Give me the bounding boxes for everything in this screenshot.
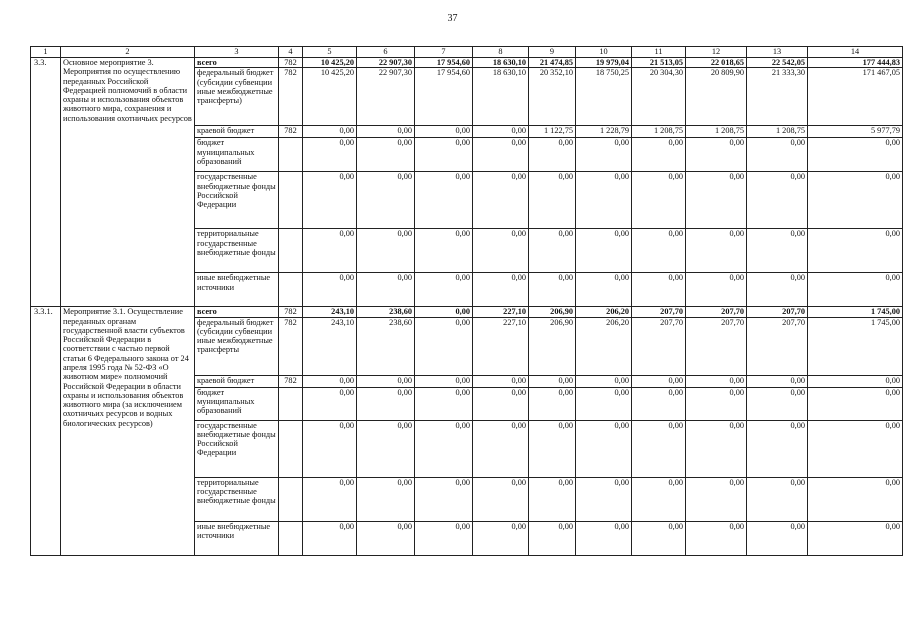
value-cell: 0,00 — [303, 138, 357, 172]
value-cell: 21 513,05 — [632, 58, 686, 68]
value-cell: 0,00 — [415, 521, 473, 555]
value-cell: 0,00 — [747, 229, 808, 273]
funding-source: государственные внебюджетные фонды Российской Федерации — [195, 420, 279, 477]
value-cell: 0,00 — [686, 273, 747, 307]
budget-table — [30, 46, 903, 556]
value-cell: 0,00 — [529, 273, 576, 307]
grbs-code — [279, 273, 303, 307]
funding-source: краевой бюджет — [195, 375, 279, 387]
value-cell: 0,00 — [808, 387, 903, 420]
value-cell: 0,00 — [529, 229, 576, 273]
value-cell: 5 977,79 — [808, 126, 903, 138]
value-cell: 0,00 — [415, 317, 473, 375]
value-cell: 0,00 — [632, 172, 686, 229]
value-cell: 0,00 — [357, 229, 415, 273]
value-cell: 0,00 — [473, 521, 529, 555]
value-cell: 0,00 — [686, 420, 747, 477]
value-cell: 0,00 — [747, 375, 808, 387]
value-cell: 0,00 — [747, 477, 808, 521]
value-cell: 22 907,30 — [357, 58, 415, 68]
grbs-code — [279, 420, 303, 477]
grbs-code — [279, 387, 303, 420]
activity-title: Основное мероприятие 3. Мероприятия по осуществлению переданных Российской Федерацией полномочий в области охраны и использования объектов животного мира, сохранения и использования охотничьих ресурсов — [61, 58, 195, 307]
header-cell: 10 — [576, 47, 632, 58]
value-cell: 1 208,75 — [747, 126, 808, 138]
value-cell: 0,00 — [529, 172, 576, 229]
funding-source: федеральный бюджет (субсидии субвенции иные межбюджетные трансферты — [195, 317, 279, 375]
value-cell: 1 208,75 — [686, 126, 747, 138]
value-cell: 0,00 — [576, 138, 632, 172]
value-cell: 0,00 — [529, 477, 576, 521]
value-cell: 0,00 — [357, 375, 415, 387]
grbs-code: 782 — [279, 68, 303, 126]
funding-source: краевой бюджет — [195, 126, 279, 138]
value-cell: 0,00 — [808, 420, 903, 477]
value-cell: 0,00 — [808, 138, 903, 172]
value-cell: 0,00 — [357, 420, 415, 477]
value-cell: 0,00 — [529, 420, 576, 477]
value-cell: 0,00 — [415, 387, 473, 420]
value-cell: 0,00 — [632, 229, 686, 273]
funding-source: федеральный бюджет (субсидии субвенции иные межбюджетные трансферты) — [195, 68, 279, 126]
grbs-code — [279, 138, 303, 172]
value-cell: 0,00 — [632, 138, 686, 172]
value-cell: 1 208,75 — [632, 126, 686, 138]
value-cell: 0,00 — [357, 477, 415, 521]
value-cell: 0,00 — [576, 375, 632, 387]
funding-source: всего — [195, 307, 279, 317]
value-cell: 20 809,90 — [686, 68, 747, 126]
header-cell: 9 — [529, 47, 576, 58]
value-cell: 1 745,00 — [808, 317, 903, 375]
value-cell: 0,00 — [529, 387, 576, 420]
value-cell: 0,00 — [415, 229, 473, 273]
value-cell: 0,00 — [473, 172, 529, 229]
value-cell: 0,00 — [357, 138, 415, 172]
value-cell: 0,00 — [357, 387, 415, 420]
value-cell: 18 630,10 — [473, 68, 529, 126]
value-cell: 0,00 — [632, 273, 686, 307]
value-cell: 0,00 — [576, 229, 632, 273]
value-cell: 18 630,10 — [473, 58, 529, 68]
funding-source: всего — [195, 58, 279, 68]
value-cell: 0,00 — [808, 273, 903, 307]
value-cell: 243,10 — [303, 317, 357, 375]
value-cell: 171 467,05 — [808, 68, 903, 126]
value-cell: 206,20 — [576, 307, 632, 317]
value-cell: 0,00 — [473, 273, 529, 307]
value-cell: 20 352,10 — [529, 68, 576, 126]
value-cell: 21 474,85 — [529, 58, 576, 68]
header-cell: 5 — [303, 47, 357, 58]
value-cell: 0,00 — [808, 172, 903, 229]
value-cell: 0,00 — [415, 420, 473, 477]
value-cell: 0,00 — [529, 521, 576, 555]
value-cell: 0,00 — [632, 375, 686, 387]
value-cell: 0,00 — [576, 477, 632, 521]
header-cell: 6 — [357, 47, 415, 58]
value-cell: 0,00 — [686, 375, 747, 387]
value-cell: 0,00 — [576, 521, 632, 555]
value-cell: 238,60 — [357, 317, 415, 375]
value-cell: 0,00 — [632, 387, 686, 420]
funding-source: иные внебюджетные источники — [195, 521, 279, 555]
value-cell: 0,00 — [632, 420, 686, 477]
table-row — [31, 307, 903, 317]
value-cell: 0,00 — [576, 172, 632, 229]
header-cell: 14 — [808, 47, 903, 58]
value-cell: 0,00 — [686, 477, 747, 521]
page-number: 37 — [447, 13, 458, 24]
value-cell: 0,00 — [303, 229, 357, 273]
value-cell: 0,00 — [415, 273, 473, 307]
value-cell: 0,00 — [473, 138, 529, 172]
header-row — [31, 47, 903, 58]
value-cell: 206,90 — [529, 307, 576, 317]
value-cell: 0,00 — [529, 138, 576, 172]
grbs-code: 782 — [279, 58, 303, 68]
value-cell: 0,00 — [415, 477, 473, 521]
value-cell: 0,00 — [357, 126, 415, 138]
value-cell: 0,00 — [415, 307, 473, 317]
header-cell: 7 — [415, 47, 473, 58]
value-cell: 0,00 — [686, 387, 747, 420]
grbs-code: 782 — [279, 317, 303, 375]
value-cell: 227,10 — [473, 307, 529, 317]
value-cell: 0,00 — [415, 375, 473, 387]
value-cell: 0,00 — [529, 375, 576, 387]
value-cell: 0,00 — [303, 273, 357, 307]
grbs-code — [279, 229, 303, 273]
value-cell: 0,00 — [632, 521, 686, 555]
table-row — [31, 58, 903, 68]
header-cell: 11 — [632, 47, 686, 58]
value-cell: 0,00 — [473, 375, 529, 387]
value-cell: 0,00 — [303, 387, 357, 420]
value-cell: 0,00 — [473, 477, 529, 521]
funding-source: бюджет муниципальных образований — [195, 387, 279, 420]
value-cell: 0,00 — [303, 477, 357, 521]
value-cell: 0,00 — [747, 420, 808, 477]
value-cell: 10 425,20 — [303, 58, 357, 68]
grbs-code — [279, 521, 303, 555]
value-cell: 206,90 — [529, 317, 576, 375]
row-code: 3.3. — [31, 58, 61, 307]
funding-source: территориальные государственные внебюджетные фонды — [195, 229, 279, 273]
value-cell: 207,70 — [747, 317, 808, 375]
value-cell: 1 228,79 — [576, 126, 632, 138]
header-cell: 8 — [473, 47, 529, 58]
value-cell: 227,10 — [473, 317, 529, 375]
value-cell: 1 745,00 — [808, 307, 903, 317]
value-cell: 1 122,75 — [529, 126, 576, 138]
value-cell: 0,00 — [357, 273, 415, 307]
value-cell: 22 542,05 — [747, 58, 808, 68]
value-cell: 0,00 — [303, 420, 357, 477]
value-cell: 0,00 — [303, 172, 357, 229]
value-cell: 0,00 — [357, 172, 415, 229]
header-cell: 12 — [686, 47, 747, 58]
value-cell: 20 304,30 — [632, 68, 686, 126]
value-cell: 18 750,25 — [576, 68, 632, 126]
value-cell: 0,00 — [415, 126, 473, 138]
value-cell: 0,00 — [303, 126, 357, 138]
grbs-code: 782 — [279, 126, 303, 138]
funding-source: государственные внебюджетные фонды Российской Федерации — [195, 172, 279, 229]
value-cell: 0,00 — [303, 375, 357, 387]
value-cell: 0,00 — [808, 375, 903, 387]
value-cell: 0,00 — [415, 138, 473, 172]
value-cell: 207,70 — [747, 307, 808, 317]
header-cell: 2 — [61, 47, 195, 58]
value-cell: 0,00 — [686, 521, 747, 555]
value-cell: 206,20 — [576, 317, 632, 375]
grbs-code — [279, 477, 303, 521]
value-cell: 0,00 — [747, 273, 808, 307]
value-cell: 0,00 — [808, 521, 903, 555]
value-cell: 0,00 — [747, 138, 808, 172]
funding-source: бюджет муниципальных образований — [195, 138, 279, 172]
value-cell: 0,00 — [473, 387, 529, 420]
value-cell: 0,00 — [808, 477, 903, 521]
value-cell: 22 018,65 — [686, 58, 747, 68]
value-cell: 207,70 — [686, 317, 747, 375]
header-cell: 4 — [279, 47, 303, 58]
value-cell: 0,00 — [357, 521, 415, 555]
grbs-code — [279, 172, 303, 229]
value-cell: 177 444,83 — [808, 58, 903, 68]
header-cell: 1 — [31, 47, 61, 58]
value-cell: 17 954,60 — [415, 68, 473, 126]
value-cell: 207,70 — [632, 317, 686, 375]
value-cell: 0,00 — [686, 138, 747, 172]
value-cell: 0,00 — [576, 387, 632, 420]
value-cell: 0,00 — [686, 229, 747, 273]
value-cell: 0,00 — [747, 387, 808, 420]
value-cell: 0,00 — [747, 521, 808, 555]
value-cell: 0,00 — [632, 477, 686, 521]
value-cell: 0,00 — [473, 420, 529, 477]
value-cell: 207,70 — [686, 307, 747, 317]
grbs-code: 782 — [279, 375, 303, 387]
grbs-code: 782 — [279, 307, 303, 317]
value-cell: 0,00 — [473, 229, 529, 273]
value-cell: 0,00 — [747, 172, 808, 229]
activity-title: Мероприятие 3.1. Осуществление переданных органам государственной власти субъектов Российской Федерации в соответствии с частью первой статьи 6 Федерального закона от 24 апреля 1995 года № 52-ФЗ «О животном мире» полномочий Российской Федерации в области охраны и использования объектов животного мира (за исключением охотничьих ресурсов и водных биологических ресурсов) — [61, 307, 195, 555]
value-cell: 238,60 — [357, 307, 415, 317]
value-cell: 0,00 — [686, 172, 747, 229]
value-cell: 10 425,20 — [303, 68, 357, 126]
value-cell: 243,10 — [303, 307, 357, 317]
value-cell: 0,00 — [576, 420, 632, 477]
funding-source: территориальные государственные внебюджетные фонды — [195, 477, 279, 521]
value-cell: 22 907,30 — [357, 68, 415, 126]
value-cell: 0,00 — [303, 521, 357, 555]
value-cell: 0,00 — [576, 273, 632, 307]
value-cell: 207,70 — [632, 307, 686, 317]
value-cell: 17 954,60 — [415, 58, 473, 68]
header-cell: 3 — [195, 47, 279, 58]
value-cell: 21 333,30 — [747, 68, 808, 126]
row-code: 3.3.1. — [31, 307, 61, 555]
value-cell: 0,00 — [808, 229, 903, 273]
value-cell: 0,00 — [415, 172, 473, 229]
header-cell: 13 — [747, 47, 808, 58]
value-cell: 19 979,04 — [576, 58, 632, 68]
value-cell: 0,00 — [473, 126, 529, 138]
funding-source: иные внебюджетные источники — [195, 273, 279, 307]
